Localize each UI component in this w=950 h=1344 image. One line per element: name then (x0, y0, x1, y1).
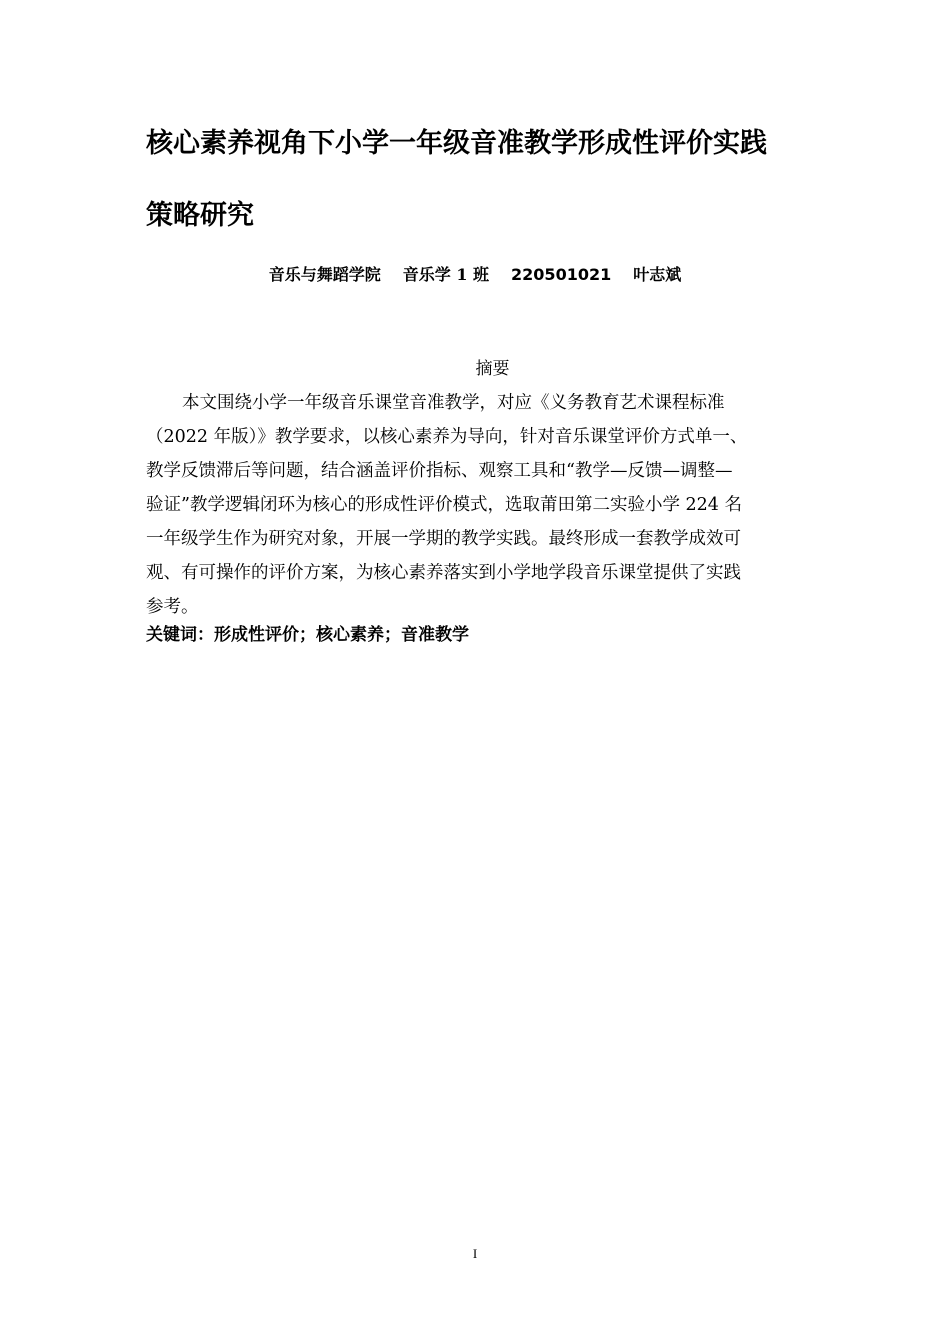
author-byline (0, 264, 950, 286)
keywords: 关键词：形成性评价；核心素养；音准教学 (146, 625, 469, 645)
page-number: I (472, 1246, 478, 1261)
byline-school: 音乐与舞蹈学院 (268, 265, 381, 284)
abstract-line: 一年级学生作为研究对象，开展一学期的教学实践。最终形成一套教学成效可 (146, 529, 741, 549)
abstract-line: 本文围绕小学一年级音乐课堂音准教学，对应《义务教育艺术课程标准 (182, 393, 725, 413)
abstract-line: 教学反馈滞后等问题，结合涵盖评价指标、观察工具和“教学—反馈—调整— (146, 461, 733, 481)
abstract-line: 验证”教学逻辑闭环为核心的形成性评价模式，选取莆田第二实验小学 224 名 (146, 495, 742, 515)
abstract-line: 观、有可操作的评价方案，为核心素养落实到小学地学段音乐课堂提供了实践 (146, 563, 741, 583)
abstract-heading: 摘要 (475, 359, 510, 379)
abstract-line: 参考。 (146, 597, 199, 617)
byline-author: 叶志斌 (633, 265, 682, 284)
byline-class: 音乐学 1 班 (402, 265, 490, 284)
byline-student-id: 220501021 (511, 265, 612, 284)
abstract-line: （2022 年版）》教学要求，以核心素养为导向，针对音乐课堂评价方式单一、 (146, 427, 748, 447)
document-title-line-1: 核心素养视角下小学一年级音准教学形成性评价实践 (146, 128, 767, 159)
document-title-line-2: 策略研究 (146, 200, 254, 231)
